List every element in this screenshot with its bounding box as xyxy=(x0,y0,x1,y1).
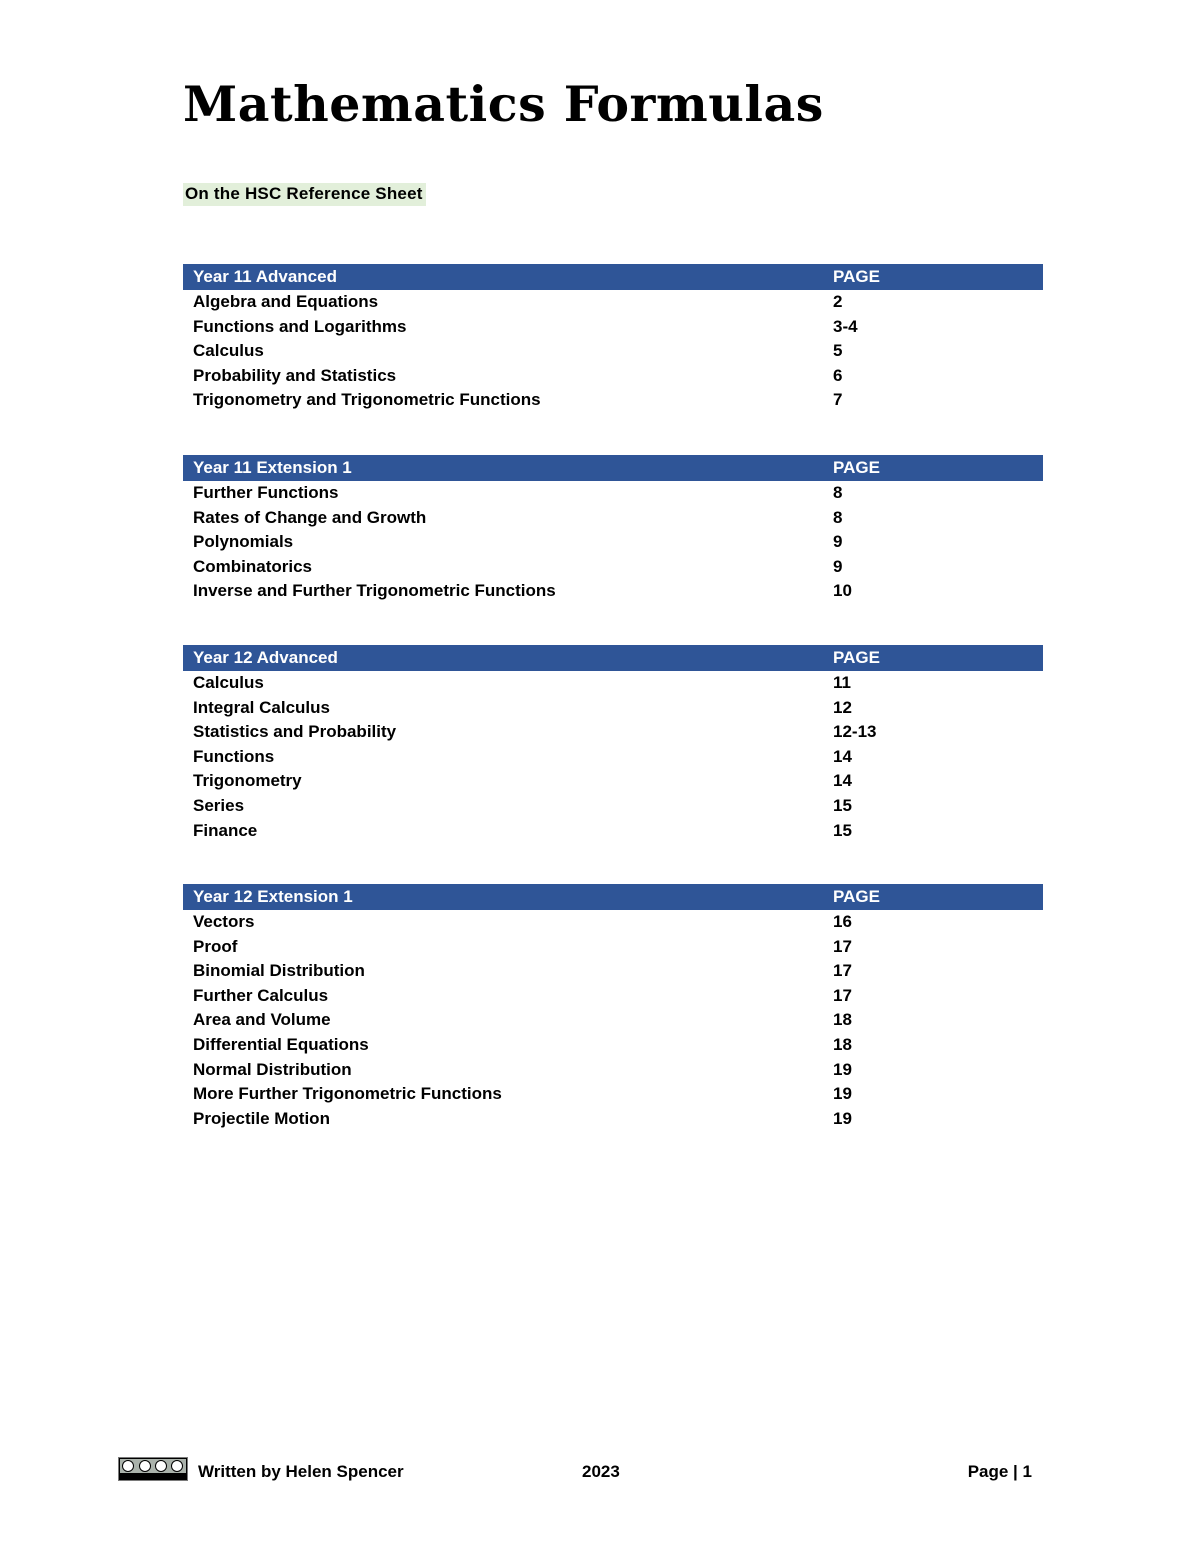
cc-license-badge xyxy=(118,1457,188,1481)
topic-label: Trigonometry xyxy=(193,771,302,791)
topic-label: Normal Distribution xyxy=(193,1059,352,1079)
section-title: Year 12 Advanced xyxy=(193,648,338,667)
page-number: 19 xyxy=(833,1059,852,1079)
section-header xyxy=(183,884,1043,910)
table-row xyxy=(183,720,1043,745)
page-column-header: PAGE xyxy=(833,887,880,906)
table-row xyxy=(183,579,1043,604)
topic-label: Algebra and Equations xyxy=(193,292,379,311)
page-number: 8 xyxy=(833,507,843,527)
topic-label: Further Calculus xyxy=(193,985,329,1005)
page-number: 3-4 xyxy=(833,316,858,336)
page-number: 17 xyxy=(833,936,852,956)
topic-label: Differential Equations xyxy=(193,1034,369,1054)
table-row xyxy=(183,1082,1043,1107)
page-number: 14 xyxy=(833,746,852,766)
page-number: 11 xyxy=(833,673,851,692)
page-number: 17 xyxy=(833,961,852,981)
section-header xyxy=(183,264,1043,290)
page-number: 9 xyxy=(833,532,843,552)
table-row xyxy=(183,315,1043,340)
document-title: Mathematics Formulas xyxy=(183,75,824,133)
section-title: Year 11 Extension 1 xyxy=(193,458,352,477)
page-column-header: PAGE xyxy=(833,648,880,667)
page-number: 5 xyxy=(833,341,843,361)
by-icon xyxy=(139,1460,151,1472)
sa-icon xyxy=(171,1460,183,1472)
section-year-12-extension-1 xyxy=(183,884,1043,1131)
topic-label: Proof xyxy=(193,936,238,956)
table-row xyxy=(183,555,1043,580)
section-title: Year 11 Advanced xyxy=(193,267,337,286)
topic-label: Trigonometry and Trigonometric Functions xyxy=(193,390,541,410)
page-column-header: PAGE xyxy=(833,267,880,286)
topic-label: Statistics and Probability xyxy=(193,722,397,742)
table-row xyxy=(183,794,1043,819)
topic-label: Calculus xyxy=(193,341,264,361)
cc-icon xyxy=(122,1460,134,1472)
page-number: 17 xyxy=(833,985,852,1005)
table-row xyxy=(183,984,1043,1009)
page-number: 2 xyxy=(833,292,843,311)
table-row xyxy=(183,910,1043,935)
page-number: 15 xyxy=(833,795,852,815)
page-number: 12-13 xyxy=(833,722,877,742)
footer-author: Written by Helen Spencer xyxy=(198,1462,404,1481)
table-row xyxy=(183,530,1043,555)
section-year-11-extension-1 xyxy=(183,455,1043,604)
section-header xyxy=(183,455,1043,481)
document-subtitle: On the HSC Reference Sheet xyxy=(183,183,426,206)
topic-label: Inverse and Further Trigonometric Functions xyxy=(193,581,556,601)
table-row xyxy=(183,1107,1043,1132)
nc-icon xyxy=(155,1460,167,1472)
table-row xyxy=(183,671,1043,696)
table-row xyxy=(183,1058,1043,1083)
page-number: 16 xyxy=(833,912,852,931)
topic-label: Functions xyxy=(193,746,275,766)
footer-year: 2023 xyxy=(582,1462,620,1481)
topic-label: Integral Calculus xyxy=(193,697,330,717)
page-number: 8 xyxy=(833,483,843,502)
topic-label: More Further Trigonometric Functions xyxy=(193,1084,502,1104)
page-number: 14 xyxy=(833,771,852,791)
section-year-12-advanced xyxy=(183,645,1043,843)
topic-label: Series xyxy=(193,795,245,815)
section-title: Year 12 Extension 1 xyxy=(193,887,353,906)
page-column-header: PAGE xyxy=(833,458,880,477)
table-row xyxy=(183,769,1043,794)
page-number: 9 xyxy=(833,556,843,576)
page-footer xyxy=(118,1456,1038,1486)
topic-label: Functions and Logarithms xyxy=(193,316,407,336)
page-number: 19 xyxy=(833,1108,852,1128)
table-row xyxy=(183,959,1043,984)
table-row xyxy=(183,1008,1043,1033)
table-row xyxy=(183,339,1043,364)
topic-label: Vectors xyxy=(193,912,255,931)
page-number: 7 xyxy=(833,390,843,410)
topic-label: Further Functions xyxy=(193,483,339,502)
table-row xyxy=(183,745,1043,770)
page-number: 18 xyxy=(833,1034,852,1054)
table-row xyxy=(183,388,1043,413)
page-number: 12 xyxy=(833,697,852,717)
page-number: 6 xyxy=(833,365,843,385)
topic-label: Rates of Change and Growth xyxy=(193,507,427,527)
topic-label: Calculus xyxy=(193,673,264,692)
table-row xyxy=(183,364,1043,389)
topic-label: Area and Volume xyxy=(193,1010,331,1030)
topic-label: Probability and Statistics xyxy=(193,365,397,385)
page-number: 18 xyxy=(833,1010,852,1030)
footer-page-number: Page | 1 xyxy=(967,1462,1032,1481)
table-row xyxy=(183,935,1043,960)
table-row xyxy=(183,819,1043,844)
topic-label: Polynomials xyxy=(193,532,294,552)
page-number: 19 xyxy=(833,1084,852,1104)
table-row xyxy=(183,506,1043,531)
topic-label: Finance xyxy=(193,820,258,840)
table-row xyxy=(183,290,1043,315)
page-number: 10 xyxy=(833,581,852,601)
topic-label: Projectile Motion xyxy=(193,1108,330,1128)
table-row xyxy=(183,1033,1043,1058)
topic-label: Combinatorics xyxy=(193,556,313,576)
table-row xyxy=(183,696,1043,721)
table-row xyxy=(183,481,1043,506)
topic-label: Binomial Distribution xyxy=(193,961,365,981)
page-number: 15 xyxy=(833,820,852,840)
section-header xyxy=(183,645,1043,671)
section-year-11-advanced xyxy=(183,264,1043,413)
